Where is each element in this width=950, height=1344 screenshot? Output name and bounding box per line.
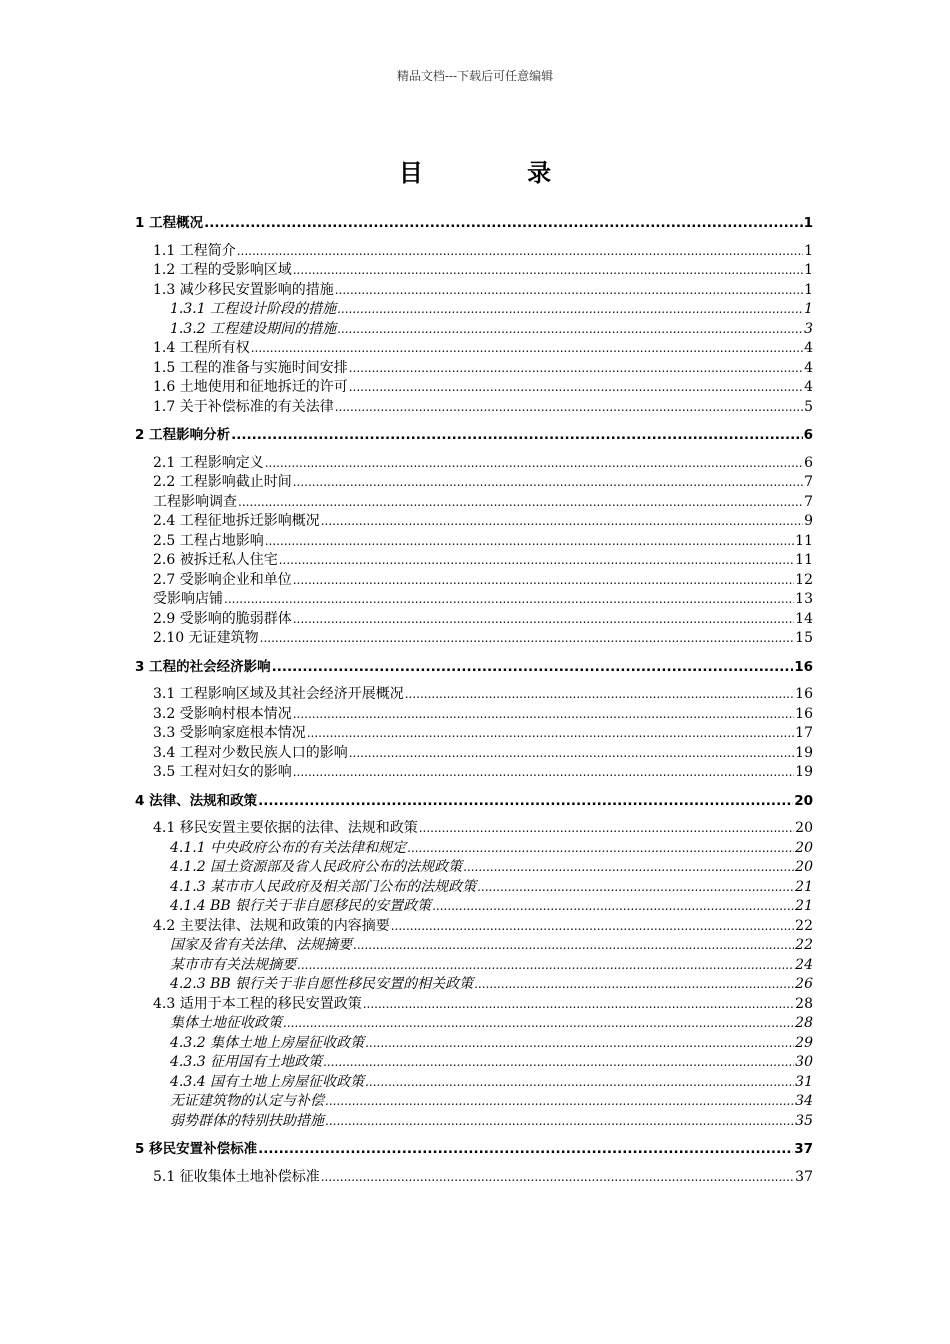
toc-entry-page-number: 7 <box>804 474 813 490</box>
toc-entry[interactable] <box>135 975 813 995</box>
toc-dot-leader <box>432 897 794 917</box>
toc-entry-page-number: 11 <box>795 552 813 568</box>
toc-entry-label: 5.1 征收集体土地补偿标准 <box>153 1168 320 1185</box>
toc-entry[interactable] <box>135 1014 813 1034</box>
toc-entry-label: 1.6 土地使用和征地拆迁的许可 <box>153 379 348 395</box>
toc-dot-leader <box>272 658 794 678</box>
toc-entry[interactable] <box>135 724 813 744</box>
toc-entry[interactable] <box>135 658 813 678</box>
toc-entry[interactable] <box>135 300 813 320</box>
toc-entry-page-number: 16 <box>795 686 813 702</box>
toc-entry[interactable] <box>135 473 813 493</box>
toc-entry-page-number: 1 <box>804 301 813 317</box>
toc-entry[interactable] <box>135 359 813 379</box>
toc-entry[interactable] <box>135 454 813 474</box>
toc-entry[interactable] <box>135 819 813 839</box>
toc-entry-page-number: 3 <box>804 320 813 337</box>
toc-entry-page-number: 37 <box>795 1168 813 1185</box>
toc-entry-label: 2.1 工程影响定义 <box>153 454 264 471</box>
toc-entry-page-number: 12 <box>795 571 813 588</box>
toc-entry-page-number: 34 <box>795 1093 813 1109</box>
toc-dot-leader <box>365 1034 794 1054</box>
toc-dot-leader <box>293 705 794 725</box>
toc-dot-leader <box>231 426 803 446</box>
toc-entry-page-number: 1 <box>804 262 813 278</box>
toc-entry[interactable] <box>135 320 813 340</box>
toc-dot-leader <box>258 1140 793 1160</box>
toc-entry-label: 1.5 工程的准备与实施时间安排 <box>153 359 348 376</box>
toc-entry[interactable] <box>135 897 813 917</box>
toc-dot-leader <box>363 995 794 1015</box>
toc-dot-leader <box>335 281 803 301</box>
toc-entry-label: 5 移民安置补偿标准 <box>135 1141 258 1157</box>
toc-entry-page-number: 37 <box>794 1141 813 1157</box>
toc-dot-leader <box>321 1168 794 1188</box>
toc-entry-page-number: 14 <box>795 610 813 627</box>
toc-entry-label: 国家及省有关法律、法规摘要 <box>170 937 352 953</box>
toc-entry-page-number: 6 <box>804 454 813 471</box>
toc-entry-label: 1.3.2 工程建设期间的措施 <box>170 320 337 337</box>
toc-entry-page-number: 35 <box>795 1112 813 1129</box>
toc-entry-label: 4.1.1 中央政府公布的有关法律和规定 <box>170 839 407 856</box>
toc-entry-page-number: 5 <box>804 398 813 415</box>
toc-dot-leader <box>258 792 793 812</box>
toc-dot-leader <box>365 1073 794 1093</box>
toc-entry[interactable] <box>135 590 813 610</box>
toc-entry[interactable] <box>135 763 813 783</box>
toc-entry[interactable] <box>135 493 813 513</box>
toc-entry[interactable] <box>135 858 813 878</box>
toc-entry[interactable] <box>135 512 813 532</box>
toc-entry-page-number: 1 <box>804 281 813 298</box>
toc-entry[interactable] <box>135 744 813 764</box>
toc-entry-page-number: 20 <box>794 792 813 809</box>
toc-entry-label: 4.1.4 BB 银行关于非自愿移民的安置政策 <box>170 898 432 914</box>
toc-entry-label: 4.1.3 某市市人民政府及相关部门公布的法规政策 <box>170 878 477 895</box>
toc-entry[interactable] <box>135 1092 813 1112</box>
toc-dot-leader <box>353 936 794 956</box>
toc-entry-page-number: 30 <box>795 1054 813 1070</box>
toc-dot-leader <box>293 610 794 630</box>
toc-entry-page-number: 26 <box>795 976 813 992</box>
toc-dot-leader <box>349 744 794 764</box>
toc-entry-label: 4.1.2 国土资源部及省人民政府公布的法规政策 <box>170 859 463 875</box>
page-header: 精品文档---下载后可任意编辑 <box>396 69 554 83</box>
toc-entry-label: 4.1 移民安置主要依据的法律、法规和政策 <box>153 820 418 836</box>
toc-entry-label: 2.2 工程影响截止时间 <box>153 474 292 490</box>
toc-entry[interactable] <box>135 281 813 301</box>
toc-entry-page-number: 9 <box>804 513 813 529</box>
toc-entry-label: 4.3.4 国有土地上房屋征收政策 <box>170 1073 365 1090</box>
toc-entry-label: 3.3 受影响家庭根本情况 <box>153 725 306 741</box>
toc-dot-leader <box>391 917 794 937</box>
toc-dot-leader <box>349 359 803 379</box>
toc-entry-page-number: 22 <box>795 937 813 953</box>
toc-entry-page-number: 21 <box>795 898 813 914</box>
toc-entry-page-number: 29 <box>795 1034 813 1051</box>
toc-dot-leader <box>474 975 794 995</box>
toc-entry[interactable] <box>135 378 813 398</box>
toc-entry[interactable] <box>135 610 813 630</box>
toc-dot-leader <box>321 512 803 532</box>
toc-entry[interactable] <box>135 839 813 859</box>
toc-entry[interactable] <box>135 532 813 552</box>
toc-entry-label: 3.5 工程对妇女的影响 <box>153 764 292 780</box>
toc-entry-label: 4.3 适用于本工程的移民安置政策 <box>153 995 362 1012</box>
toc-dot-leader <box>325 1112 794 1132</box>
toc-entry-label: 4.3.3 征用国有土地政策 <box>170 1054 323 1070</box>
toc-dot-leader <box>251 339 803 359</box>
toc-entry[interactable] <box>135 792 813 812</box>
table-of-contents <box>135 214 813 1187</box>
toc-entry-page-number: 21 <box>795 878 813 895</box>
toc-dot-leader <box>237 242 803 262</box>
toc-entry[interactable] <box>135 551 813 571</box>
toc-entry[interactable] <box>135 1140 813 1160</box>
toc-entry-label: 3.4 工程对少数民族人口的影响 <box>153 744 348 761</box>
toc-entry[interactable] <box>135 261 813 281</box>
toc-dot-leader <box>325 1092 794 1112</box>
toc-entry[interactable] <box>135 214 813 234</box>
toc-entry-label: 4.2 主要法律、法规和政策的内容摘要 <box>153 917 390 934</box>
toc-entry[interactable] <box>135 426 813 446</box>
toc-entry[interactable] <box>135 1034 813 1054</box>
toc-dot-leader <box>293 261 803 281</box>
toc-dot-leader <box>293 763 794 783</box>
toc-entry-page-number: 4 <box>804 340 813 356</box>
toc-entry-label: 1.3 减少移民安置影响的措施 <box>153 281 334 298</box>
toc-entry-page-number: 13 <box>795 591 813 607</box>
toc-dot-leader <box>337 320 803 340</box>
toc-entry-page-number: 20 <box>795 820 813 836</box>
toc-entry-label: 1.7 关于补偿标准的有关法律 <box>153 398 334 415</box>
toc-dot-leader <box>265 454 803 474</box>
toc-entry[interactable] <box>135 995 813 1015</box>
toc-entry-label: 某市市有关法规摘要 <box>170 956 296 973</box>
toc-entry-page-number: 4 <box>804 379 813 395</box>
toc-entry-page-number: 24 <box>795 956 813 973</box>
toc-entry[interactable] <box>135 1073 813 1093</box>
toc-entry-page-number: 4 <box>804 359 813 376</box>
toc-dot-leader <box>477 878 794 898</box>
page-title: 目 录 <box>398 159 600 187</box>
toc-dot-leader <box>297 956 794 976</box>
toc-entry-label: 集体土地征收政策 <box>170 1015 282 1031</box>
toc-dot-leader <box>293 473 803 493</box>
toc-entry[interactable] <box>135 629 813 649</box>
toc-entry-label: 1 工程概况 <box>135 215 204 231</box>
toc-dot-leader <box>323 1053 794 1073</box>
toc-entry-page-number: 16 <box>794 658 813 675</box>
toc-entry-label: 受影响店铺 <box>153 591 223 607</box>
toc-entry[interactable] <box>135 398 813 418</box>
toc-entry-label: 4.2.3 BB 银行关于非自愿性移民安置的相关政策 <box>170 976 474 992</box>
toc-entry-label: 2.5 工程占地影响 <box>153 532 264 549</box>
toc-dot-leader <box>204 214 803 234</box>
toc-dot-leader <box>293 571 794 591</box>
toc-entry[interactable] <box>135 685 813 705</box>
toc-entry-label: 无证建筑物的认定与补偿 <box>170 1093 324 1109</box>
toc-entry-page-number: 6 <box>803 427 813 443</box>
toc-dot-leader <box>405 685 794 705</box>
toc-entry-label: 2.4 工程征地拆迁影响概况 <box>153 513 320 529</box>
toc-dot-leader <box>283 1014 794 1034</box>
toc-entry-page-number: 19 <box>795 764 813 780</box>
toc-entry-page-number: 19 <box>795 744 813 761</box>
toc-entry-label: 1.3.1 工程设计阶段的措施 <box>170 301 337 317</box>
toc-entry[interactable] <box>135 571 813 591</box>
toc-dot-leader <box>407 839 794 859</box>
toc-entry-page-number: 22 <box>795 917 813 934</box>
toc-entry-label: 2 工程影响分析 <box>135 427 231 443</box>
toc-entry-page-number: 28 <box>795 995 813 1012</box>
toc-entry[interactable] <box>135 956 813 976</box>
toc-dot-leader <box>419 819 794 839</box>
toc-entry[interactable] <box>135 242 813 262</box>
toc-entry[interactable] <box>135 1112 813 1132</box>
toc-entry-label: 1.4 工程所有权 <box>153 340 250 356</box>
toc-entry-page-number: 7 <box>804 493 813 510</box>
toc-entry[interactable] <box>135 936 813 956</box>
toc-entry[interactable] <box>135 917 813 937</box>
toc-entry[interactable] <box>135 339 813 359</box>
toc-entry-label: 4.3.2 集体土地上房屋征收政策 <box>170 1034 365 1051</box>
toc-entry-label: 2.6 被拆迁私人住宅 <box>153 552 278 568</box>
toc-dot-leader <box>349 378 803 398</box>
toc-entry-label: 3 工程的社会经济影响 <box>135 658 271 675</box>
toc-entry-page-number: 1 <box>804 242 813 259</box>
toc-dot-leader <box>265 532 794 552</box>
toc-dot-leader <box>279 551 794 571</box>
toc-entry-label: 2.7 受影响企业和单位 <box>153 571 292 588</box>
toc-dot-leader <box>463 858 794 878</box>
toc-entry[interactable] <box>135 1053 813 1073</box>
toc-entry-page-number: 1 <box>803 215 813 231</box>
toc-entry[interactable] <box>135 878 813 898</box>
toc-entry-label: 工程影响调查 <box>153 493 237 510</box>
toc-entry-page-number: 17 <box>795 725 813 741</box>
toc-entry-page-number: 15 <box>795 630 813 646</box>
toc-entry-label: 1.2 工程的受影响区域 <box>153 262 292 278</box>
toc-entry-page-number: 11 <box>795 532 813 549</box>
toc-entry-page-number: 20 <box>795 839 813 856</box>
toc-entry[interactable] <box>135 1168 813 1188</box>
toc-entry-label: 4 法律、法规和政策 <box>135 792 258 809</box>
toc-entry-label: 弱势群体的特别扶助措施 <box>170 1112 324 1129</box>
toc-entry-label: 3.1 工程影响区域及其社会经济开展概况 <box>153 686 404 702</box>
toc-entry[interactable] <box>135 705 813 725</box>
toc-entry-label: 2.9 受影响的脆弱群体 <box>153 610 292 627</box>
toc-entry-page-number: 28 <box>795 1015 813 1031</box>
toc-dot-leader <box>238 493 803 513</box>
toc-dot-leader <box>260 629 795 649</box>
toc-entry-label: 1.1 工程简介 <box>153 242 236 259</box>
toc-entry-page-number: 20 <box>795 859 813 875</box>
toc-entry-label: 3.2 受影响村根本情况 <box>153 705 292 722</box>
toc-dot-leader <box>337 300 803 320</box>
toc-entry-label: 2.10 无证建筑物 <box>153 630 259 646</box>
toc-entry-page-number: 16 <box>795 705 813 722</box>
toc-dot-leader <box>335 398 803 418</box>
toc-entry-page-number: 31 <box>795 1073 813 1090</box>
toc-dot-leader <box>224 590 794 610</box>
toc-dot-leader <box>307 724 794 744</box>
